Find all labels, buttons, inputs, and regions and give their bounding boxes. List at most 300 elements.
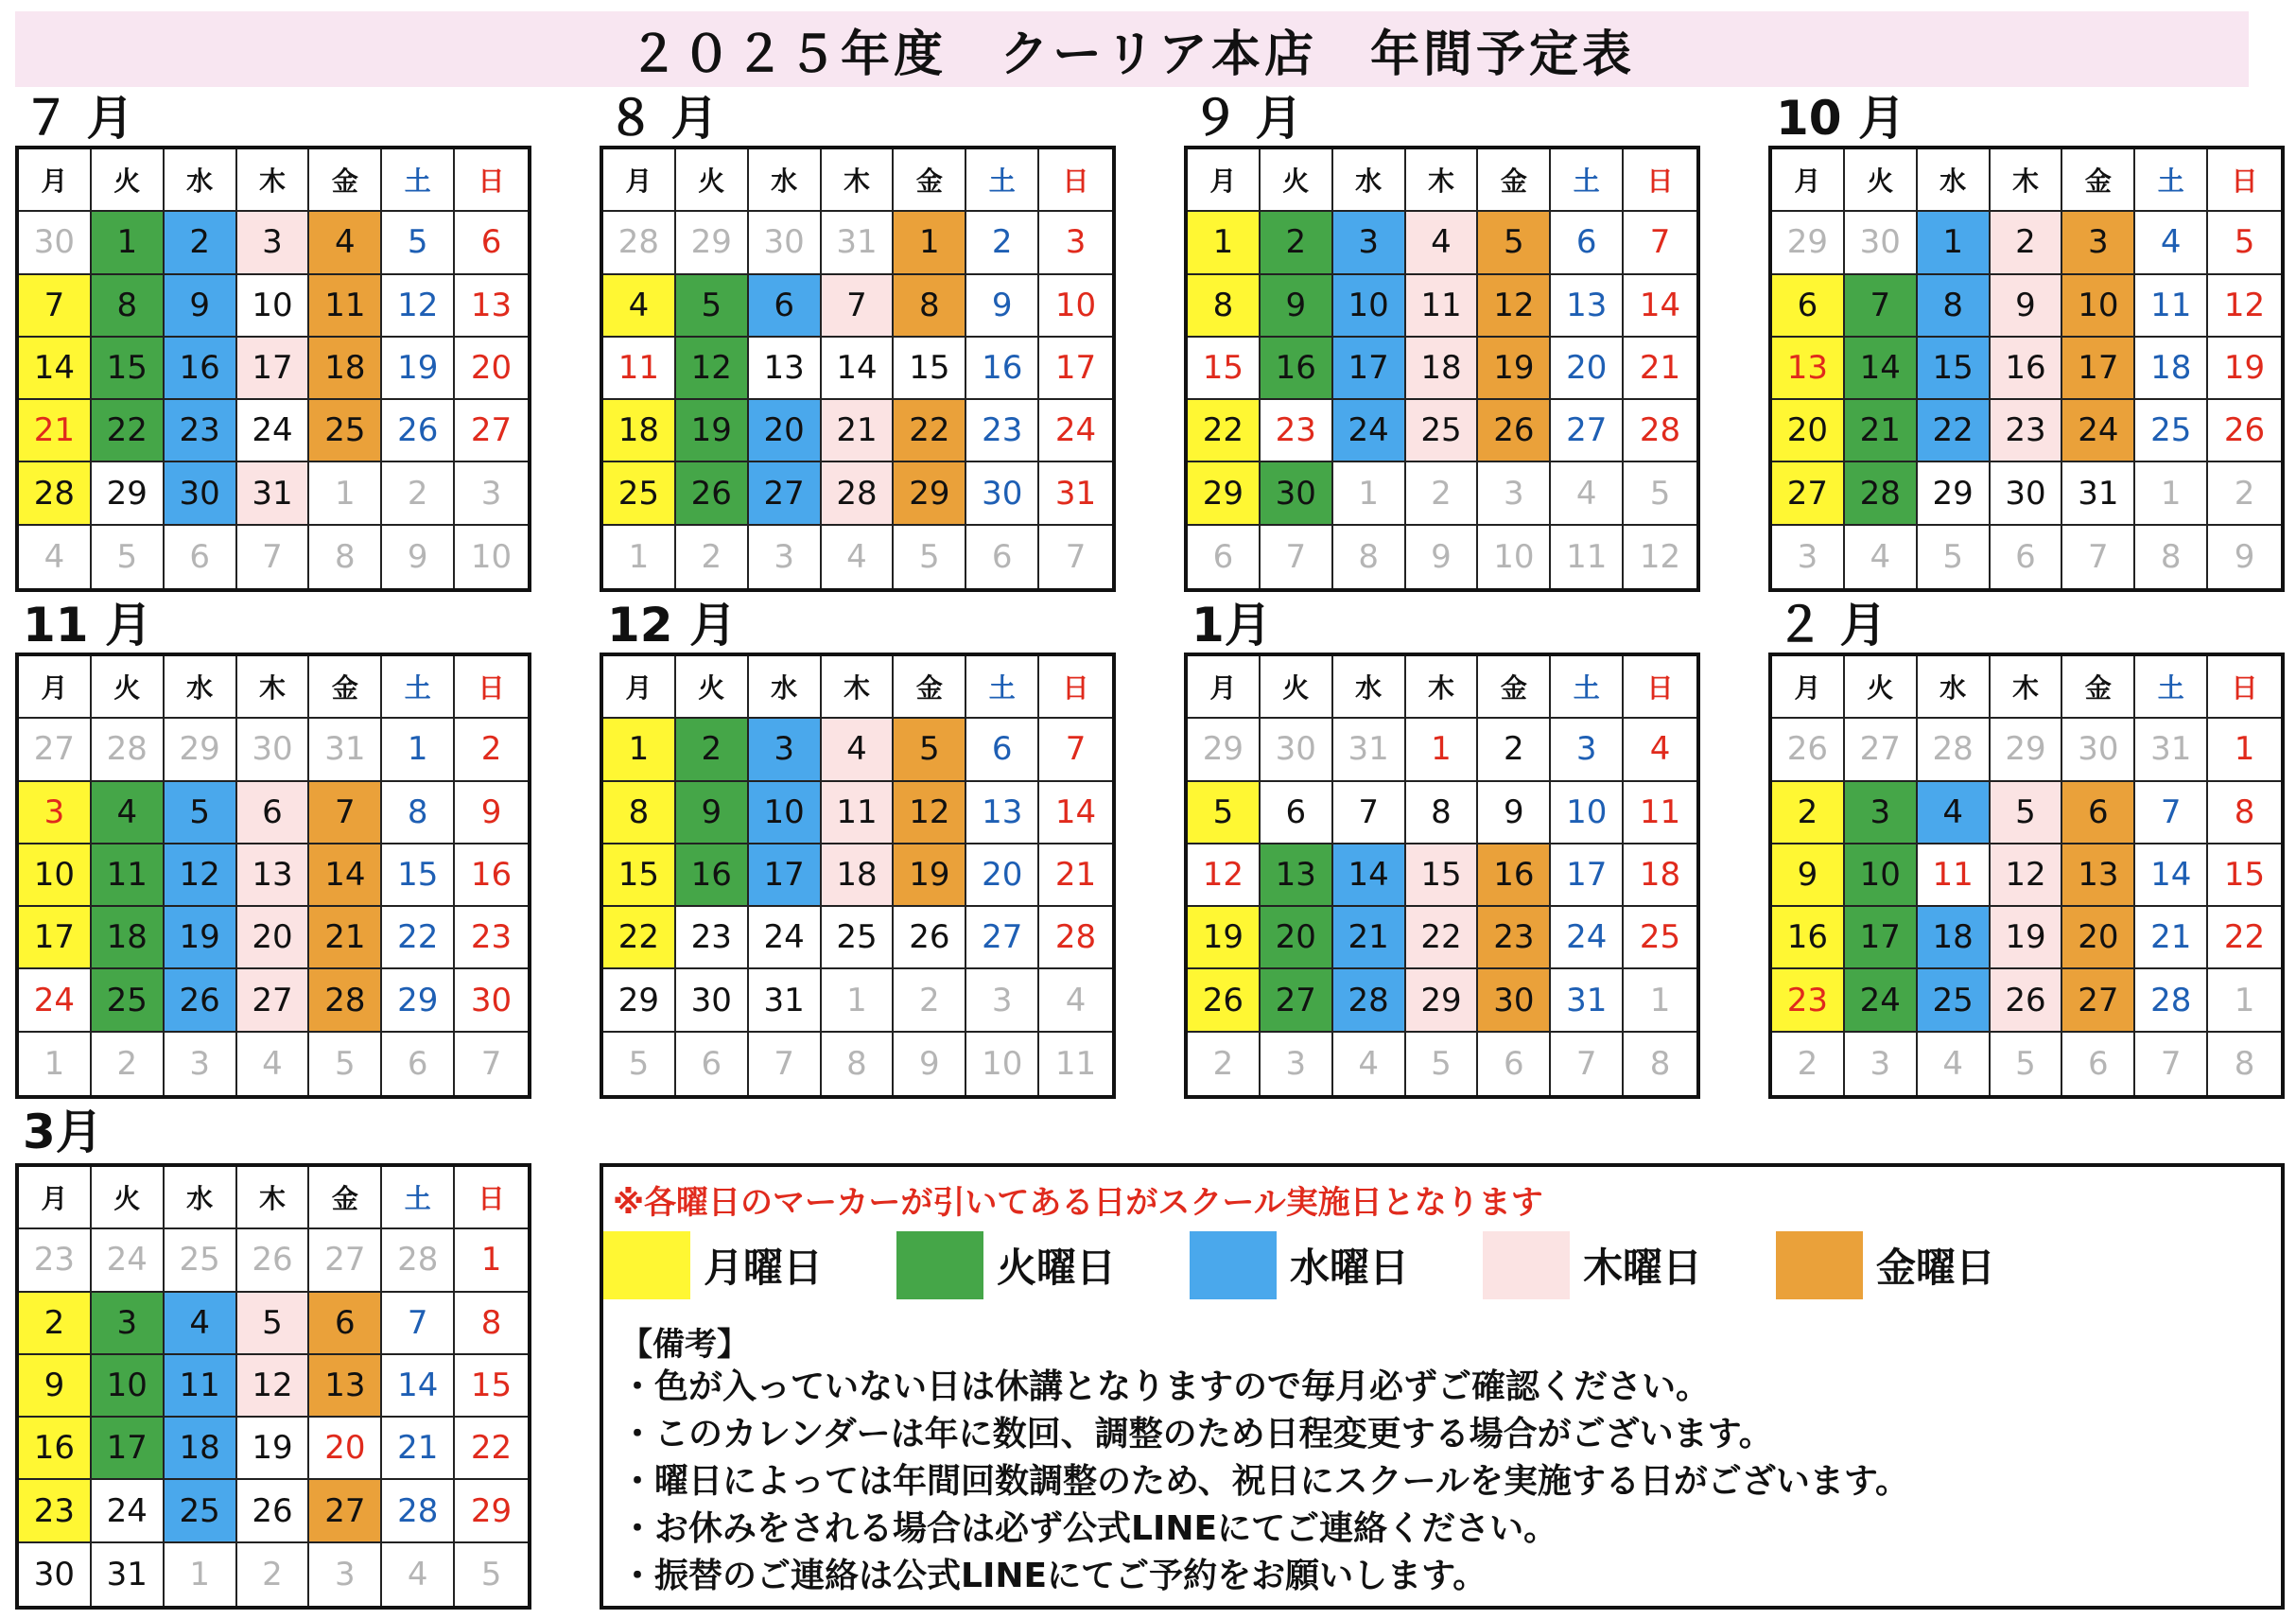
month-label: ９ 月 xyxy=(1191,91,1303,146)
calendar-day-other-month: 9 xyxy=(382,526,455,588)
weekday-header: 土 xyxy=(1551,149,1624,212)
calendar-day: 13 xyxy=(455,275,528,338)
calendar-day: 13 xyxy=(749,338,822,400)
calendar-day: 22 xyxy=(455,1418,528,1480)
calendar-day: 11 xyxy=(165,1355,237,1418)
calendar-day: 3 xyxy=(1551,719,1624,781)
calendar-day: 11 xyxy=(2135,275,2208,338)
calendar-day-other-month: 1 xyxy=(1624,969,1696,1032)
weekday-header: 火 xyxy=(1845,149,1918,212)
calendar-day-other-month: 6 xyxy=(966,526,1039,588)
calendar-day: 31 xyxy=(237,462,310,525)
calendar-day: 17 xyxy=(1845,907,1918,969)
calendar-day: 5 xyxy=(894,719,966,781)
info-box xyxy=(600,1163,2285,1610)
calendar-day: 6 xyxy=(1261,782,1333,844)
notice-text: ※各曜日のマーカーが引いてある日がスクール実施日となります xyxy=(613,1184,1543,1222)
calendar-day: 8 xyxy=(455,1293,528,1355)
calendar-day: 7 xyxy=(19,275,92,338)
calendar-day: 28 xyxy=(1333,969,1406,1032)
calendar-day: 24 xyxy=(1039,400,1112,462)
calendar-day-other-month: 29 xyxy=(1772,212,1845,274)
weekday-header: 木 xyxy=(237,149,310,212)
calendar-day-other-month: 3 xyxy=(749,526,822,588)
calendar-day-other-month: 31 xyxy=(1333,719,1406,781)
legend-swatch-thursday xyxy=(1483,1231,1570,1299)
calendar-day: 2 xyxy=(1991,212,2063,274)
calendar-day: 11 xyxy=(603,338,676,400)
weekday-header: 月 xyxy=(19,1167,92,1229)
calendar-day: 23 xyxy=(676,907,749,969)
calendar-day-other-month: 3 xyxy=(165,1033,237,1095)
calendar-day: 4 xyxy=(1918,782,1991,844)
calendar-day: 5 xyxy=(1188,782,1261,844)
calendar-day-other-month: 7 xyxy=(237,526,310,588)
weekday-header: 火 xyxy=(92,1167,165,1229)
calendar-day-other-month: 5 xyxy=(894,526,966,588)
calendar-day: 6 xyxy=(1551,212,1624,274)
calendar-day: 2 xyxy=(1772,782,1845,844)
calendar-day: 25 xyxy=(165,1480,237,1542)
calendar-day: 19 xyxy=(165,907,237,969)
weekday-header: 月 xyxy=(1188,149,1261,212)
calendar-day: 18 xyxy=(165,1418,237,1480)
calendar-day: 12 xyxy=(382,275,455,338)
calendar-day: 14 xyxy=(1845,338,1918,400)
calendar-day: 21 xyxy=(19,400,92,462)
calendar-day-other-month: 3 xyxy=(455,462,528,525)
calendar-day: 19 xyxy=(382,338,455,400)
calendar-day-other-month: 8 xyxy=(2234,1044,2255,1083)
calendar-day-other-month: 27 xyxy=(19,719,92,781)
calendar-day: 7 xyxy=(1845,275,1918,338)
calendar-day: 26 xyxy=(894,907,966,969)
calendar-day: 21 xyxy=(2135,907,2208,969)
calendar-day: 2 xyxy=(19,1293,92,1355)
month-calendar xyxy=(1768,146,2285,592)
calendar-day-other-month: 11 xyxy=(1551,526,1624,588)
calendar-day: 18 xyxy=(603,400,676,462)
calendar-day: 23 xyxy=(1478,907,1551,969)
calendar-day-other-month: 7 xyxy=(480,1044,502,1083)
weekday-header: 木 xyxy=(237,656,310,719)
calendar-day-other-month: 6 xyxy=(1478,1033,1551,1095)
calendar-day: 6 xyxy=(309,1293,382,1355)
calendar-day: 19 xyxy=(1991,907,2063,969)
legend-label-thursday: 木曜日 xyxy=(1583,1245,1703,1291)
calendar-day: 30 xyxy=(165,462,237,525)
calendar-day-other-month: 7 xyxy=(2135,1033,2208,1095)
calendar-day: 27 xyxy=(2062,969,2135,1032)
calendar-day-other-month: 31 xyxy=(309,719,382,781)
calendar-day: 13 xyxy=(2062,844,2135,907)
calendar-day-other-month: 23 xyxy=(19,1229,92,1292)
calendar-day: 8 xyxy=(1918,275,1991,338)
calendar-day: 12 xyxy=(1991,844,2063,907)
calendar-day: 18 xyxy=(92,907,165,969)
month-label: 1月 xyxy=(1191,598,1272,653)
calendar-day: 10 xyxy=(237,275,310,338)
calendar-day: 13 xyxy=(309,1355,382,1418)
calendar-day: 15 xyxy=(1918,338,1991,400)
calendar-day-other-month: 5 xyxy=(309,1033,382,1095)
remark-item: ・ お休みをされる場合は必ず公式LINEにてご連絡ください。 xyxy=(620,1506,1909,1553)
calendar-day-other-month: 3 xyxy=(966,969,1039,1032)
weekday-header: 木 xyxy=(822,149,895,212)
calendar-day-other-month: 4 xyxy=(1333,1033,1406,1095)
calendar-day: 18 xyxy=(309,338,382,400)
weekday-header: 水 xyxy=(1918,149,1991,212)
calendar-day-other-month: 1 xyxy=(2208,969,2281,1032)
calendar-day-other-month: 2 xyxy=(1188,1033,1261,1095)
calendar-day: 29 xyxy=(1188,462,1261,525)
calendar-day: 1 xyxy=(2208,719,2281,781)
calendar-day: 6 xyxy=(749,275,822,338)
weekday-header: 金 xyxy=(309,656,382,719)
calendar-day: 17 xyxy=(749,844,822,907)
legend-label-friday: 金曜日 xyxy=(1876,1245,1996,1291)
calendar-day-other-month: 3 xyxy=(1261,1033,1333,1095)
weekday-header: 土 xyxy=(2135,656,2208,719)
weekday-header: 月 xyxy=(603,656,676,719)
calendar-day: 22 xyxy=(1918,400,1991,462)
weekday-header: 水 xyxy=(749,656,822,719)
calendar-day: 25 xyxy=(822,907,895,969)
calendar-day-other-month: 3 xyxy=(309,1543,382,1606)
calendar-day: 1 xyxy=(1188,212,1261,274)
weekday-header: 日 xyxy=(1039,656,1112,719)
calendar-day: 22 xyxy=(1406,907,1479,969)
calendar-day: 24 xyxy=(749,907,822,969)
calendar-day: 20 xyxy=(455,338,528,400)
calendar-day: 28 xyxy=(309,969,382,1032)
calendar-day: 8 xyxy=(603,782,676,844)
remark-item: ・ 曜日によっては年間回数調整のため、祝日にスクールを実施する日がございます。 xyxy=(620,1458,1909,1506)
calendar-day: 21 xyxy=(382,1418,455,1480)
calendar-day-other-month: 5 xyxy=(603,1033,676,1095)
calendar-day: 3 xyxy=(1845,782,1918,844)
calendar-day: 24 xyxy=(19,969,92,1032)
weekday-header: 月 xyxy=(603,149,676,212)
calendar-day: 25 xyxy=(309,400,382,462)
calendar-day-other-month: 26 xyxy=(237,1229,310,1292)
calendar-day: 4 xyxy=(165,1293,237,1355)
calendar-day: 10 xyxy=(749,782,822,844)
calendar-day: 8 xyxy=(382,782,455,844)
weekday-header: 月 xyxy=(19,149,92,212)
calendar-day-other-month: 11 xyxy=(1054,1044,1097,1083)
calendar-day: 18 xyxy=(1406,338,1479,400)
calendar-day: 22 xyxy=(1188,400,1261,462)
calendar-day: 20 xyxy=(237,907,310,969)
calendar-day: 28 xyxy=(19,462,92,525)
weekday-header: 月 xyxy=(1188,656,1261,719)
calendar-day: 7 xyxy=(1624,212,1696,274)
calendar-day: 9 xyxy=(455,782,528,844)
calendar-day: 15 xyxy=(1406,844,1479,907)
calendar-day: 14 xyxy=(382,1355,455,1418)
weekday-header: 金 xyxy=(2062,149,2135,212)
calendar-day: 14 xyxy=(1624,275,1696,338)
calendar-day-other-month: 6 xyxy=(676,1033,749,1095)
calendar-day: 22 xyxy=(894,400,966,462)
calendar-day: 2 xyxy=(1261,212,1333,274)
calendar-day: 17 xyxy=(1333,338,1406,400)
calendar-day: 7 xyxy=(2135,782,2208,844)
weekday-header: 金 xyxy=(894,656,966,719)
month-label: 12 月 xyxy=(607,598,737,653)
calendar-day: 22 xyxy=(382,907,455,969)
calendar-day: 13 xyxy=(1261,844,1333,907)
calendar-day: 4 xyxy=(1406,212,1479,274)
calendar-day-other-month: 30 xyxy=(1261,719,1333,781)
month-calendar xyxy=(1768,653,2285,1099)
calendar-day: 13 xyxy=(1772,338,1845,400)
calendar-day: 14 xyxy=(1333,844,1406,907)
calendar-day: 24 xyxy=(92,1480,165,1542)
calendar-day: 19 xyxy=(676,400,749,462)
calendar-day: 5 xyxy=(382,212,455,274)
calendar-day: 3 xyxy=(19,782,92,844)
calendar-day-other-month: 9 xyxy=(2234,537,2255,576)
calendar-day-other-month: 7 xyxy=(1065,537,1087,576)
calendar-day: 9 xyxy=(165,275,237,338)
weekday-header: 木 xyxy=(1991,149,2063,212)
calendar-day: 8 xyxy=(92,275,165,338)
calendar-day-other-month: 28 xyxy=(92,719,165,781)
calendar-day: 26 xyxy=(382,400,455,462)
calendar-day: 28 xyxy=(822,462,895,525)
calendar-day: 11 xyxy=(1624,782,1696,844)
month-label: 10 月 xyxy=(1776,91,1905,146)
calendar-day: 21 xyxy=(1039,844,1112,907)
calendar-day: 23 xyxy=(1261,400,1333,462)
calendar-day: 21 xyxy=(1624,338,1696,400)
weekday-header: 日 xyxy=(455,656,528,719)
legend-swatch-tuesday xyxy=(896,1231,983,1299)
calendar-day: 25 xyxy=(1918,969,1991,1032)
legend-label-tuesday: 火曜日 xyxy=(997,1245,1117,1291)
calendar-day-other-month: 2 xyxy=(1772,1033,1845,1095)
calendar-day: 8 xyxy=(894,275,966,338)
calendar-day: 12 xyxy=(237,1355,310,1418)
legend-label-wednesday: 水曜日 xyxy=(1290,1245,1410,1291)
calendar-day-other-month: 26 xyxy=(1772,719,1845,781)
calendar-day-other-month: 31 xyxy=(822,212,895,274)
legend-thursday xyxy=(1483,1231,1702,1299)
calendar-day: 20 xyxy=(1772,400,1845,462)
weekday-header: 日 xyxy=(1624,656,1696,719)
remark-item: ・ 振替のご連絡は公式LINEにてご予約をお願いします。 xyxy=(620,1553,1909,1600)
calendar-day: 17 xyxy=(92,1418,165,1480)
calendar-day-other-month: 8 xyxy=(822,1033,895,1095)
weekday-header: 火 xyxy=(1261,656,1333,719)
weekday-header: 土 xyxy=(966,656,1039,719)
calendar-day: 27 xyxy=(1261,969,1333,1032)
calendar-day: 25 xyxy=(603,462,676,525)
calendar-day-other-month: 30 xyxy=(749,212,822,274)
weekday-header: 月 xyxy=(1772,149,1845,212)
calendar-day: 16 xyxy=(165,338,237,400)
legend-monday xyxy=(603,1231,823,1299)
calendar-day: 28 xyxy=(1845,462,1918,525)
calendar-day: 10 xyxy=(2062,275,2135,338)
calendar-day-other-month: 3 xyxy=(1772,526,1845,588)
legend-swatch-friday xyxy=(1776,1231,1863,1299)
weekday-header: 日 xyxy=(455,149,528,212)
calendar-day-other-month: 27 xyxy=(309,1229,382,1292)
weekday-header: 水 xyxy=(749,149,822,212)
weekday-header: 金 xyxy=(1478,656,1551,719)
calendar-day: 21 xyxy=(1333,907,1406,969)
calendar-day: 22 xyxy=(603,907,676,969)
calendar-day: 16 xyxy=(1261,338,1333,400)
remarks-title: 【備考】 xyxy=(620,1326,749,1364)
weekday-header: 木 xyxy=(1406,656,1479,719)
calendar-day: 19 xyxy=(894,844,966,907)
calendar-day: 20 xyxy=(966,844,1039,907)
calendar-day-other-month: 2 xyxy=(1406,462,1479,525)
weekday-header: 木 xyxy=(822,656,895,719)
calendar-day: 12 xyxy=(676,338,749,400)
calendar-day: 23 xyxy=(19,1480,92,1542)
calendar-day-other-month: 5 xyxy=(92,526,165,588)
weekday-header: 月 xyxy=(19,656,92,719)
weekday-header: 火 xyxy=(92,656,165,719)
calendar-day-other-month: 1 xyxy=(603,526,676,588)
calendar-day-other-month: 3 xyxy=(1845,1033,1918,1095)
calendar-day: 9 xyxy=(1991,275,2063,338)
calendar-day: 15 xyxy=(894,338,966,400)
calendar-day: 6 xyxy=(966,719,1039,781)
calendar-day-other-month: 8 xyxy=(1649,1044,1671,1083)
calendar-day-other-month: 29 xyxy=(1188,719,1261,781)
calendar-day-other-month: 28 xyxy=(1918,719,1991,781)
month-calendar xyxy=(15,1163,531,1610)
calendar-day: 1 xyxy=(1406,719,1479,781)
weekday-header: 火 xyxy=(676,149,749,212)
calendar-day: 29 xyxy=(92,462,165,525)
calendar-day-other-month: 1 xyxy=(165,1543,237,1606)
remark-item: ・ 色が入っていない日は休講となりますので毎月必ずご確認ください。 xyxy=(620,1364,1909,1411)
calendar-day: 10 xyxy=(1551,782,1624,844)
calendar-day-other-month: 6 xyxy=(382,1033,455,1095)
calendar-day: 30 xyxy=(1478,969,1551,1032)
calendar-day: 21 xyxy=(309,907,382,969)
legend-swatch-monday xyxy=(603,1231,690,1299)
calendar-day: 20 xyxy=(749,400,822,462)
calendar-day: 2 xyxy=(455,719,528,781)
calendar-day: 27 xyxy=(749,462,822,525)
calendar-day: 9 xyxy=(676,782,749,844)
calendar-day: 6 xyxy=(455,212,528,274)
calendar-day: 31 xyxy=(1039,462,1112,525)
calendar-day: 25 xyxy=(92,969,165,1032)
calendar-day: 9 xyxy=(1772,844,1845,907)
calendar-day: 23 xyxy=(1991,400,2063,462)
calendar-day: 1 xyxy=(1918,212,1991,274)
calendar-day: 15 xyxy=(1188,338,1261,400)
weekday-header: 水 xyxy=(1333,656,1406,719)
calendar-day: 15 xyxy=(92,338,165,400)
calendar-day: 7 xyxy=(1333,782,1406,844)
page-title: ２０２５年度 クーリア本店 年間予定表 xyxy=(15,11,2249,87)
weekday-header: 火 xyxy=(1845,656,1918,719)
calendar-day: 26 xyxy=(1188,969,1261,1032)
calendar-day: 3 xyxy=(237,212,310,274)
calendar-day: 29 xyxy=(1406,969,1479,1032)
calendar-day: 9 xyxy=(1478,782,1551,844)
month-label: 11 月 xyxy=(23,598,152,653)
calendar-day: 19 xyxy=(2208,338,2281,400)
calendar-day-other-month: 5 xyxy=(480,1555,502,1593)
calendar-day: 5 xyxy=(237,1293,310,1355)
calendar-day-other-month: 2 xyxy=(237,1543,310,1606)
calendar-day: 20 xyxy=(2062,907,2135,969)
calendar-day: 20 xyxy=(309,1418,382,1480)
weekday-header: 金 xyxy=(309,1167,382,1229)
month-label: ２ 月 xyxy=(1776,598,1887,653)
calendar-day-other-month: 29 xyxy=(165,719,237,781)
calendar-day-other-month: 5 xyxy=(1918,526,1991,588)
calendar-day: 17 xyxy=(2062,338,2135,400)
calendar-day: 10 xyxy=(1333,275,1406,338)
calendar-day: 26 xyxy=(676,462,749,525)
calendar-day: 27 xyxy=(966,907,1039,969)
weekday-header: 水 xyxy=(1918,656,1991,719)
calendar-day-other-month: 4 xyxy=(822,526,895,588)
calendar-day: 30 xyxy=(966,462,1039,525)
calendar-day: 7 xyxy=(382,1293,455,1355)
weekday-header: 土 xyxy=(382,656,455,719)
calendar-day: 4 xyxy=(1624,719,1696,781)
calendar-day: 4 xyxy=(92,782,165,844)
calendar-day: 24 xyxy=(1551,907,1624,969)
calendar-day: 30 xyxy=(455,969,528,1032)
weekday-header: 水 xyxy=(165,656,237,719)
calendar-day: 5 xyxy=(1991,782,2063,844)
calendar-day: 5 xyxy=(676,275,749,338)
calendar-day: 18 xyxy=(2135,338,2208,400)
weekday-header: 土 xyxy=(382,149,455,212)
calendar-day: 5 xyxy=(2208,212,2281,274)
calendar-day: 25 xyxy=(2135,400,2208,462)
calendar-day: 19 xyxy=(237,1418,310,1480)
calendar-day: 25 xyxy=(1624,907,1696,969)
weekday-header: 水 xyxy=(165,149,237,212)
calendar-day: 29 xyxy=(603,969,676,1032)
calendar-day: 14 xyxy=(822,338,895,400)
calendar-day: 13 xyxy=(1551,275,1624,338)
calendar-day: 11 xyxy=(1406,275,1479,338)
calendar-day: 30 xyxy=(1261,462,1333,525)
calendar-day: 6 xyxy=(1772,275,1845,338)
calendar-day: 6 xyxy=(2062,782,2135,844)
calendar-day: 11 xyxy=(1918,844,1991,907)
weekday-header: 月 xyxy=(1772,656,1845,719)
weekday-header: 金 xyxy=(2062,656,2135,719)
calendar-day-other-month: 30 xyxy=(1845,212,1918,274)
calendar-day: 28 xyxy=(1624,400,1696,462)
month-calendar xyxy=(1184,653,1700,1099)
calendar-day: 2 xyxy=(676,719,749,781)
calendar-day: 26 xyxy=(2208,400,2281,462)
calendar-day-other-month: 10 xyxy=(966,1033,1039,1095)
calendar-day: 2 xyxy=(165,212,237,274)
calendar-day-other-month: 25 xyxy=(165,1229,237,1292)
calendar-day: 24 xyxy=(2062,400,2135,462)
calendar-day: 13 xyxy=(966,782,1039,844)
